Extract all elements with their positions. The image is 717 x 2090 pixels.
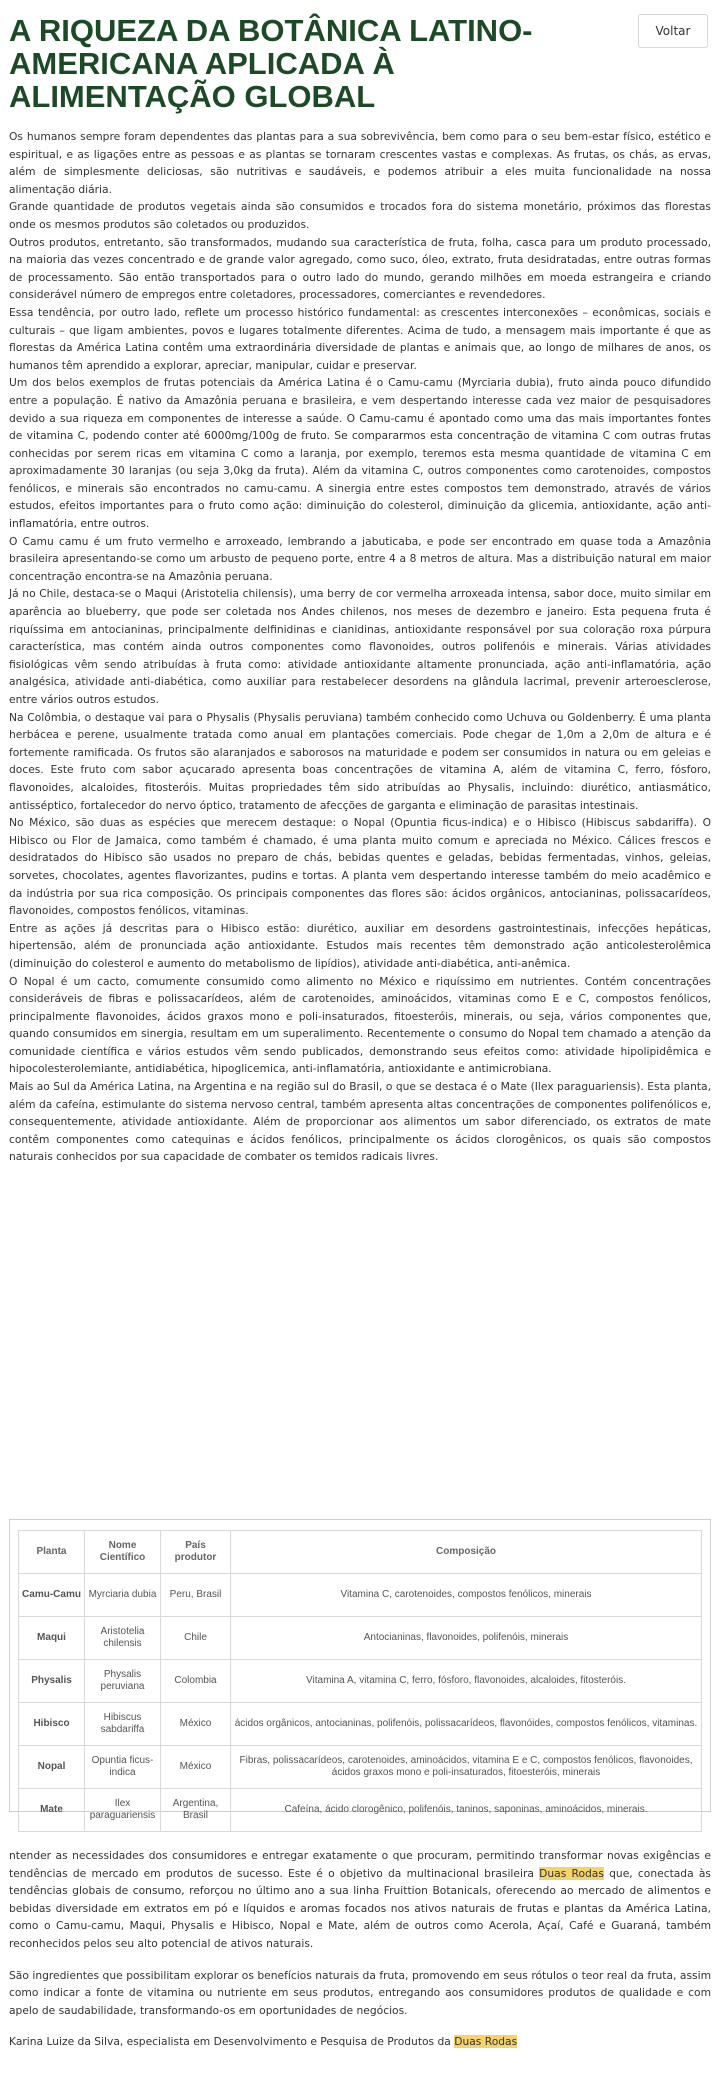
cell-planta: Camu-Camu (19, 1574, 85, 1617)
article-paragraph: O Camu camu é um fruto vermelho e arroxeado, lembrando a jabuticaba, e pode ser encontrado em quase toda a Amazônia brasileira apresentando-se como um arbusto de pequeno porte, entre 4 a 8 metros de altura. Mas a distribuição natural em maior concentração encontra-se na Amazônia peruana. (9, 534, 711, 583)
article-paragraph: Já no Chile, destaca-se o Maqui (Aristotelia chilensis), uma berry de cor vermelha arroxeada intensa, sabor doce, muito similar em aparência ao blueberry, que pode ser coletada nos Andes chilenos, nos meses de dezembro e janeiro. Esta pequena fruta é riquíssima em antocianinas, principalmente delfinidinas e cianidinas, antioxidante responsável por sua coloração roxa púrpura característica, mas contém ainda outros componentes como flavonoides, outros polifenóis e minerais. Várias atividades fisiológicas vêm sendo atribuídas à fruta como: atividade antioxidante altamente pronunciada, ação anti-inflamatória, ação analgésica, atividade anti-diabética, como auxiliar para restabelecer desordens na glândula lacrimal, prevenir arteroesclerose, entre vários outros estudos. (9, 587, 711, 706)
article-paragraph: Essa tendência, por outro lado, reflete um processo histórico fundamental: as crescentes interconexões – econômicas, sociais e culturais – que ligam ambientes, povos e lugares totalmente diferentes. Acima de tudo, a mensagem mais importante é que as florestas da América Latina contêm uma extraordinária diversidade de plantas e animais que, ao longo de milhares de anos, os humanos têm aprendido a explorar, apreciar, manipular, cuidar e preservar. (9, 305, 711, 372)
cell-pais: México (161, 1746, 231, 1789)
table-row (19, 1574, 702, 1617)
cell-nome: Myrciaria dubia (85, 1574, 161, 1617)
cell-planta: Hibisco (19, 1703, 85, 1746)
cell-pais: México (161, 1703, 231, 1746)
cell-composicao: Cafeína, ácido clorogênico, polifenóis, taninos, saponinas, aminoácidos, minerais. (231, 1789, 702, 1832)
brand-highlight: Duas Rodas (454, 2035, 518, 2049)
article-paragraph: Entre as ações já descritas para o Hibisco estão: diurético, auxiliar em desordens gastrointestinais, infecções hepáticas, hipertensão, além de pronunciada ação antioxidante. Estudos mais recentes têm demonstrado ação anticolesterolêmica (diminuição do colesterol e aumento do metabolismo de lipídios), atividade anti-diabética, anti-anêmica. (9, 921, 711, 970)
table-header-row (19, 1531, 702, 1574)
header-composicao: Composição (231, 1531, 702, 1574)
table-row (19, 1660, 702, 1703)
article-paragraph: Na Colômbia, o destaque vai para o Physalis (Physalis peruviana) também conhecido como Uchuva ou Goldenberry. É uma planta herbácea e perene, usualmente tratada como anual em plantações comerciais. Pode chegar de 1,0m a 2,0m de altura e é fortemente ramificada. Os frutos são alaranjados e saborosos na maturidade e podem ser consumidos in natura ou em geleias e doces. Este fruto com sabor açucarado apresenta boas concentrações de vitamina A, além de vitamina C, ferro, fósforo, flavonoides, alcaloides, fitosteróis. Muitas propriedades têm sido atribuídas ao Physalis, incluindo: diurético, antiasmático, antisséptico, fortalecedor do nervo óptico, tratamento de afecções de garganta e eliminação de parasitas intestinais. (9, 710, 711, 812)
cell-planta: Nopal (19, 1746, 85, 1789)
composition-table-container (9, 1519, 711, 1821)
header-nome-cientifico: Nome Científico (85, 1531, 161, 1574)
article-paragraph: Os humanos sempre foram dependentes das plantas para a sua sobrevivência, bem como para o seu bem-estar físico, estético e espiritual, e as ligações entre as pessoas e as plantas se tornaram crescentes vastas e complexas. As frutas, os chás, as ervas, além de simplesmente deliciosas, são nutritivas e saudáveis, e podemos atribuir a eles muita funcionalidade na nossa alimentação diária. (9, 130, 711, 196)
cell-composicao: Vitamina C, carotenoides, compostos fenólicos, minerais (231, 1574, 702, 1617)
cell-pais: Peru, Brasil (161, 1574, 231, 1617)
article-body (9, 128, 711, 1166)
cell-nome: Hibiscus sabdariffa (85, 1703, 161, 1746)
article-paragraph: Um dos belos exemplos de frutas potenciais da América Latina é o Camu-camu (Myrciaria dubia), fruto ainda pouco difundido entre a população. É nativo da Amazônia peruana e brasileira, e vem despertando interesse cada vez maior de pesquisadores devido a sua riqueza em componentes de interesse a saúde. O Camu-camu é apontado como uma das mais importantes fontes de vitamina C, podendo conter até 6000mg/100g de fruto. Se compararmos esta concentração de vitamina C com outras frutas conhecidas por serem ricas em vitamina C como a laranja, por exemplo, teremos esta mesma quantidade de vitamina C em aproximadamente 30 laranjas (ou seja 3,0kg da fruta). Além da vitamina C, outros componentes como carotenoides, compostos fenólicos, e minerais são encontrados no camu-camu. A sinergia entre estes compostos tem demonstrado, através de vários estudos, efeitos importantes para o fruto como ação: diminuição do colesterol, diminuição da glicemia, antioxidante, ação anti-inflamatória, entre outros. (9, 376, 711, 531)
closing-text: ntender as necessidades dos consumidores e entregar exatamente o que procuram, permitindo transformar novas exigências e tendências de mercado em produtos de sucesso. Este é o objetivo da multinacional brasileira (9, 1849, 711, 1880)
header-planta: Planta (19, 1531, 85, 1574)
cell-planta: Physalis (19, 1660, 85, 1703)
cell-planta: Mate (19, 1789, 85, 1832)
cell-pais: Chile (161, 1617, 231, 1660)
table-row (19, 1703, 702, 1746)
cell-composicao: Antocianinas, flavonoides, polifenóis, minerais (231, 1617, 702, 1660)
article-paragraph: Grande quantidade de produtos vegetais ainda são consumidos e trocados fora do sistema monetário, próximos das florestas onde os mesmos produtos são coletados ou produzidos. (9, 200, 711, 231)
brand-highlight: Duas Rodas (539, 1866, 604, 1880)
cell-composicao: Fibras, polissacarídeos, carotenoides, aminoácidos, vitamina E e C, compostos fenólicos, flavonoides, ácidos graxos mono e poli-insaturados, fitoesteróis, minerais (231, 1746, 702, 1789)
article-paragraph: No México, são duas as espécies que merecem destaque: o Nopal (Opuntia ficus-indica) e o Hibisco (Hibiscus sabdariffa). O Hibisco ou Flor de Jamaica, como também é chamado, é uma planta muito comum e apreciada no México. Cálices frescos e desidratados do Hibisco são usados no preparo de chás, bebidas quentes e geladas, bebidas fermentadas, vinhos, geleias, sorvetes, chocolates, agentes flavorizantes, pudins e tortas. A planta vem despertando interesse também do meio acadêmico e da indústria por sua rica composição. Os principais componentes das flores são: ácidos orgânicos, antocianinas, polissacarídeos, flavonoides, compostos fenólicos, vitaminas. (9, 816, 711, 918)
cell-planta: Maqui (19, 1617, 85, 1660)
cell-pais: Colombia (161, 1660, 231, 1703)
header-pais-produtor: País produtor (161, 1531, 231, 1574)
back-button[interactable]: Voltar (638, 14, 708, 48)
closing-text: que, conectada às tendências globais de consumo, reforçou no último ano a sua linha Fruittion Botanicals, oferecendo ao mercado de alimentos e bebidas diversidade em extratos em pó e líquidos e aromas focados nos ativos naturais de frutas e plantas da América Latina, como o Camu-camu, Maqui, Physalis e Hibisco, Nopal e Mate, além de outros como Acerola, Açaí, Café e Guaraná, também reconhecidos pelos seu alto potencial de ativos naturais. (9, 1866, 712, 1950)
cell-composicao: ácidos orgânicos, antocianinas, polifenóis, polissacarídeos, flavonóides, compostos fenólicos, vitaminas. (231, 1703, 702, 1746)
cell-pais: Argentina, Brasil (161, 1789, 231, 1832)
cell-nome: Aristotelia chilensis (85, 1617, 161, 1660)
closing-paragraph: São ingredientes que possibilitam explorar os benefícios naturais da fruta, promovendo em seus rótulos o teor real da fruta, assim como indicar a fonte de vitamina ou nutriente em seus produtos, entregando aos consumidores produtos de qualidade e com apelo de saudabilidade, transformando-os em oportunidades de negócios. (9, 1968, 711, 2017)
author-signature (9, 2033, 711, 2051)
composition-table (18, 1530, 702, 1832)
table-row (19, 1617, 702, 1660)
closing-paragraph (9, 1847, 711, 1953)
article-paragraph: O Nopal é um cacto, comumente consumido como alimento no México e riquíssimo em nutrientes. Contém concentrações consideráveis de fibras e polissacarídeos, além de carotenoides, aminoácidos, vitaminas como E e C, compostos fenólicos, principalmente flavonoides, ácidos graxos mono e poli-insaturados, fitoesteróis, minerais, ou seja, vários componentes que, quando consumidos em sinergia, resultam em um superalimento. Recentemente o consumo do Nopal tem chamado a atenção da comunidade científica e vários estudos vêm sendo publicados, demonstrando seus efeitos como: atividade hipolipidêmica e hipocolesterolemiante, antidiabética, hipoglicemica, anti-inflamatória, antioxidante e antimicrobiana. (9, 974, 711, 1076)
cell-composicao: Vitamina A, vitamina C, ferro, fósforo, flavonoides, alcaloides, fitosteróis. (231, 1660, 702, 1703)
cell-nome: Opuntia ficus-indica (85, 1746, 161, 1789)
cell-nome: Ilex paraguariensis (85, 1789, 161, 1832)
page-title: A RIQUEZA DA BOTÂNICA LATINO-AMERICANA APLICADA À ALIMENTAÇÃO GLOBAL (9, 13, 533, 114)
table-row (19, 1746, 702, 1789)
table-row (19, 1789, 702, 1832)
closing-section (9, 1847, 711, 2065)
cell-nome: Physalis peruviana (85, 1660, 161, 1703)
article-paragraph: Outros produtos, entretanto, são transformados, mudando sua característica de fruta, folha, casca para um produto processado, na maioria das vezes concentrado e de grande valor agregado, como suco, óleo, extrato, fruta desidratadas, entre outras formas de processamento. São então transportados para o outro lado do mundo, gerando milhões em moeda estrangeira e criando considerável número de empregos entre coletadores, processadores, comerciantes e revendedores. (9, 235, 711, 302)
signature-text: Karina Luize da Silva, especialista em Desenvolvimento e Pesquisa de Produtos da (9, 2035, 455, 2049)
article-paragraph: Mais ao Sul da América Latina, na Argentina e na região sul do Brasil, o que se destaca é o Mate (Ilex paraguariensis). Esta planta, além da cafeína, estimulante do sistema nervoso central, também apresenta altas concentrações de componentes polifenólicos e, consequentemente, atividade antioxidante. Além de proporcionar aos alimentos um sabor diferenciado, os extratos de mate contêm componentes como catequinas e ácidos fenólicos, principalmente os ácidos clorogênicos, os quais são compostos naturais conhecidos por sua capacidade de combater os temidos radicais livres. (9, 1080, 711, 1164)
